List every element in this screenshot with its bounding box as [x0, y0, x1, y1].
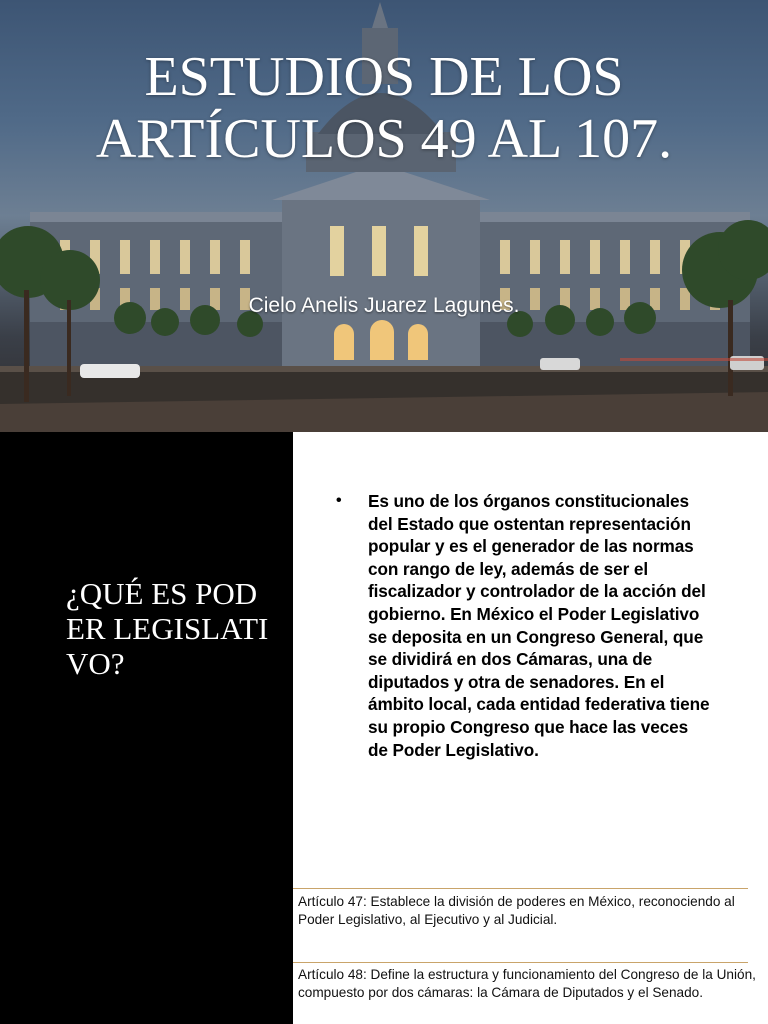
bullet-icon: • [336, 492, 342, 509]
definition-text: Es uno de los órganos constitucionales del Estado que ostentan representación popular y es el generador de las normas con rango de ley, además de ser el fiscalizador y controlador de la acción del gobierno. En México el Poder Legislativo se deposita en un Congreso General, que se dividirá en dos Cámaras, una de diputados y otra de senadores. En el ámbito local, cada entidad federativa tiene su propio Congreso que hace las veces de Poder Legislativo. [368, 491, 710, 760]
articles-slide [0, 864, 768, 1024]
article-48-text: Artículo 48: Define la estructura y funcionamiento del Congreso de la Unión, compuesto por dos cámaras: la Cámara de Diputados y el Senado. [298, 967, 756, 1000]
definition-list [336, 490, 711, 761]
title-slide [0, 0, 768, 432]
slide-heading: ¿QUÉ ES PODER LEGISLATIVO? [66, 576, 269, 681]
divider-line [293, 888, 748, 889]
heading-panel [0, 432, 293, 864]
divider-line [293, 962, 748, 963]
author-name: Cielo Anelis Juarez Lagunes. [248, 294, 520, 317]
article-47-text: Artículo 47: Establece la división de poderes en México, reconociendo al Poder Legislativo, al Ejecutivo y al Judicial. [298, 894, 735, 927]
definition-slide [0, 432, 768, 864]
list-item [336, 490, 711, 761]
presentation-title: ESTUDIOS DE LOS ARTÍCULOS 49 AL 107. [95, 46, 673, 170]
left-panel [0, 864, 293, 1024]
